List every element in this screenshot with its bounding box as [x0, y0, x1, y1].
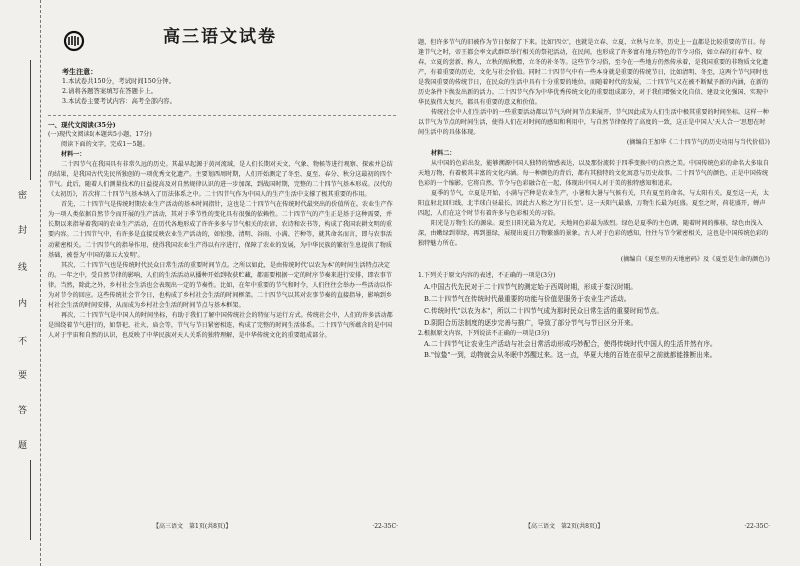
page-number: 【高三语文 第2页(共8页)】 — [525, 523, 604, 530]
publisher-logo-icon — [62, 30, 86, 52]
source-citation: (摘编自《夏至里的天地密码》及《夏至是生命的颜色》) — [620, 255, 770, 263]
margin-label: 不 — [16, 336, 26, 345]
margin-label: 题 — [16, 440, 26, 449]
exam-code: ·22-35C· — [372, 523, 398, 530]
margin-label: 答 — [16, 405, 26, 414]
q2-option-b: B."惊蛰"一到，动物就会从冬眠中苏醒过来。这一点，华夏大地的百姓在很早之前就都能推断出来。 — [424, 351, 717, 360]
question-1: 1.下列关于原文内容的表述，不正确的一项是(3分) — [418, 272, 556, 280]
paragraph: 首先，二十四节气是传统时期农业生产活动的基本时间指针，这也是二十四节气在传统时代最突出的价值所在。农业生产作为一项人类依据自然节令而开展的生产活动，其对于季节性的变化具有很强的依赖性。二十四节气的产生正是基于这种需要，并长期以来指导着我国的农业生产活动，在历代各地形成了许许多多与节气相关的农谚、农诗和农书等，构成了我国农耕文明的重要内容。二十四节气中，有许多是直接反映农业生产活动的，如惊蛰、清明、谷雨、小满、芒种等，就其命名而言，即与农事活动紧密相关。二十四节气的指导作用，使得我国农业生产得以有序进行，保障了农业的发展，为中华民族的繁衍生息提供了物质基础，被誉为'中国的第五大发明'。 — [48, 201, 393, 259]
notice-item: 3.本试卷主要考试内容：高考全部内容。 — [62, 98, 177, 105]
right-page — [418, 38, 770, 361]
exam-code: ·22-35C· — [744, 523, 770, 530]
margin-label: 线 — [16, 262, 26, 271]
paragraph: 其次，二十四节气也是传统时代民众日常生活的重要时间节点。之所以如此，是由传统时代'以农为本'的时间生活特点决定的。一年之中，受自然节律的影响，人们的生活活动从播种开始到收获贮藏，都需要根据一定的时序节奏来进行安排，即农事节律。当然，除此之外，乡村社会生活也会表现出一定的节奏性。比如，在年中重要的节气和时令，人们往往会举办一些活动以作为对节令的回应。这些传统社会节令日，也构成了乡村社会生活的时间框架。二十四节气以其对农事节奏的直接指导，影响到乡村社会生活的时间安排，从而成为乡村社会生活的时间节点与基本框架。 — [48, 261, 393, 309]
title-row — [48, 20, 396, 54]
paragraph: 夏季的节气，立夏是开始，小满与芒种是农业生产，小暑和大暑与气候有关，只有夏至的命名，与太阳有关。夏至这一天，太阳直射北回归线，北半球白昼最长，因此古人称之为'日长至'。这一天阳气最盛，万物生长最为旺盛。夏至之时，荷花盛开，蝉声四起，人们在这个时节有着许多与色彩相关的习俗。 — [418, 189, 769, 217]
material-label: 材料二： — [431, 149, 456, 157]
seal-line — [30, 460, 31, 540]
binding-margin — [0, 0, 41, 566]
q1-option-c: C.传统时代"以农为本"，所以二十四节气成为那时民众日常生活的重要时间节点。 — [424, 307, 664, 316]
q1-option-a: A.中国古代先民对于二十四节气的测定始于西周时期，形成于秦汉时期。 — [424, 283, 637, 292]
left-page — [48, 20, 396, 341]
material-label: 材料一： — [61, 151, 86, 159]
subsection-title: (一)现代文阅读Ⅰ(本题共5小题，17分) — [48, 131, 152, 138]
exam-title: 高三语文试卷 — [163, 27, 277, 47]
notice-box — [48, 66, 396, 107]
paragraph: 题，但许多节气的旧被作为节日保留了下来。比如'四立'，也就是立春、立夏、立秋与立冬，历史上一直都是比较重要的节日。每逢节气之时，帝王都会率文武群臣举行相关的祭祀活动，在民间，也形成了许多富有地方特色的节令习俗，如立春的打春牛、咬春，立夏的尝新、称人，立秋的贴秋膘，立冬的补冬等。这些节令习俗，至今在一些地方仍然传承着，是我国重要的非物质文化遗产，有着重要的历史、文化与社会价值。同时二十四节气中有一些本身就是重要的传统节日，比如清明、冬至，这两个节气同时也是我国重要的传统节日，在民众的生活中具有十分重要的地位。而随着时代的发展，二十四节气又在被不断赋予新的内涵，在新的历史条件下焕发出新的活力。二十四节气作为中华优秀传统文化的重要组成部分，对于我们增强文化自信、建设文化强国、实现中华民族伟大复兴，都具有重要的意义和价值。 — [418, 39, 769, 107]
paragraph: 从中国的色彩出发，能够溯源中国人独特的情感表达，以及那份流转于四季变换中的自然之美。中国传统色彩的命名大多取自天地万物，有着极其丰富的文化内涵。每一种颜色的背后，都有其独特的文化寓意与历史故事。二十四节气的颜色，正是中国传统色彩的一个缩影，它将自然、节令与色彩融合在一起，体现出中国人对于美的独特感知和追求。 — [418, 159, 769, 187]
page-number: 【高三语文 第1页(共8页)】 — [153, 523, 232, 530]
section-title: 一、现代文阅读(35分) — [48, 121, 116, 129]
margin-label: 内 — [16, 298, 26, 307]
question-2: 2.根据原文内容，下列说法不正确的一项是(3分) — [418, 330, 550, 338]
margin-label: 封 — [16, 225, 26, 234]
instruction: 阅读下面的文字，完成1～5题。 — [61, 141, 149, 149]
q2-option-a: A.二十四节气让农业生产活动与社会日常活动形成巧妙配合，使得传统时代中国人的生活井然有序。 — [424, 340, 717, 349]
margin-label: 要 — [16, 370, 26, 379]
paragraph: 阳光是万物生长的源泉。夏至日阳光最为充足，天地间色彩最为浓烈。绿色是夏季的主色调，随着时间的推移，绿色由浅入深，由嫩绿到翠绿，再到墨绿，展现出夏日万物繁盛的景象。古人对于色彩的感知，往往与节令紧密相关，这也是中国传统色彩的独特魅力所在。 — [418, 219, 769, 247]
seal-line — [30, 60, 31, 180]
paragraph: 二十四节气在我国具有非常久远的历史。其最早起源于黄河流域，是人们长期对天文、气象、物候等进行观察、探索并总结的结果，是我国古代先民所独创的一项优秀文化遗产。主要划西周时期，人们开始测定了冬至、夏至、春分、秋分这最初的四个节气。此后，随着人们测量技术的日益提高及对自然规律认识的进一步加深，到战国时期，完整的二十四节气基本形成。汉代的《太初历》，首次将二十四节气基本纳入了历法体系之中。二十四节气作为中国人的生产生活中支撑了极其重要的作用。 — [48, 161, 393, 199]
q1-option-d: D.阴阳合历法制度的逐步完善与推广，导致了部分节气与节日区分开来。 — [424, 319, 638, 328]
margin-label: 密 — [16, 190, 26, 199]
paragraph: 传统社会中人们生活中的一些重要活动都以节气为时间节点来展开，节气因此成为人们生活中极其重要的时间坐标。这样一种以节气为节点的时间生活，使得人们在对时间的感知和利用中，与自然节律保持了高度的一致，这正是中国人'天人合一'思想在时间生活中的具体体现。 — [418, 109, 769, 137]
notice-item: 1.本试卷共150分，考试时间150分钟。 — [62, 78, 175, 85]
source-citation: (摘编自王加华《二十四节气的历史功用与当代价值》) — [626, 139, 770, 147]
paragraph: 再次，二十四节气是中国人的时间坐标，有助于我们了解中国传统社会的特征与运行方式。传统社会中，人们的许多活动都是围绕着节气进行的，如祭祀、社火、庙会等，节气与节日紧密相连，构成了完整的时间生活体系。二十四节气所蕴含的是中国人对于宇宙和自然的认识，也反映了中华民族对天人关系的独特理解，是中华传统文化的重要组成部分。 — [48, 311, 393, 339]
notice-item: 2.请将各题答案填写在答题卡上。 — [62, 88, 157, 95]
notice-title: 考生注意： — [62, 67, 98, 76]
divider — [48, 115, 396, 116]
q1-option-b: B.二十四节气在传统时代最重要的功能与价值是服务于农业生产活动。 — [424, 295, 631, 304]
